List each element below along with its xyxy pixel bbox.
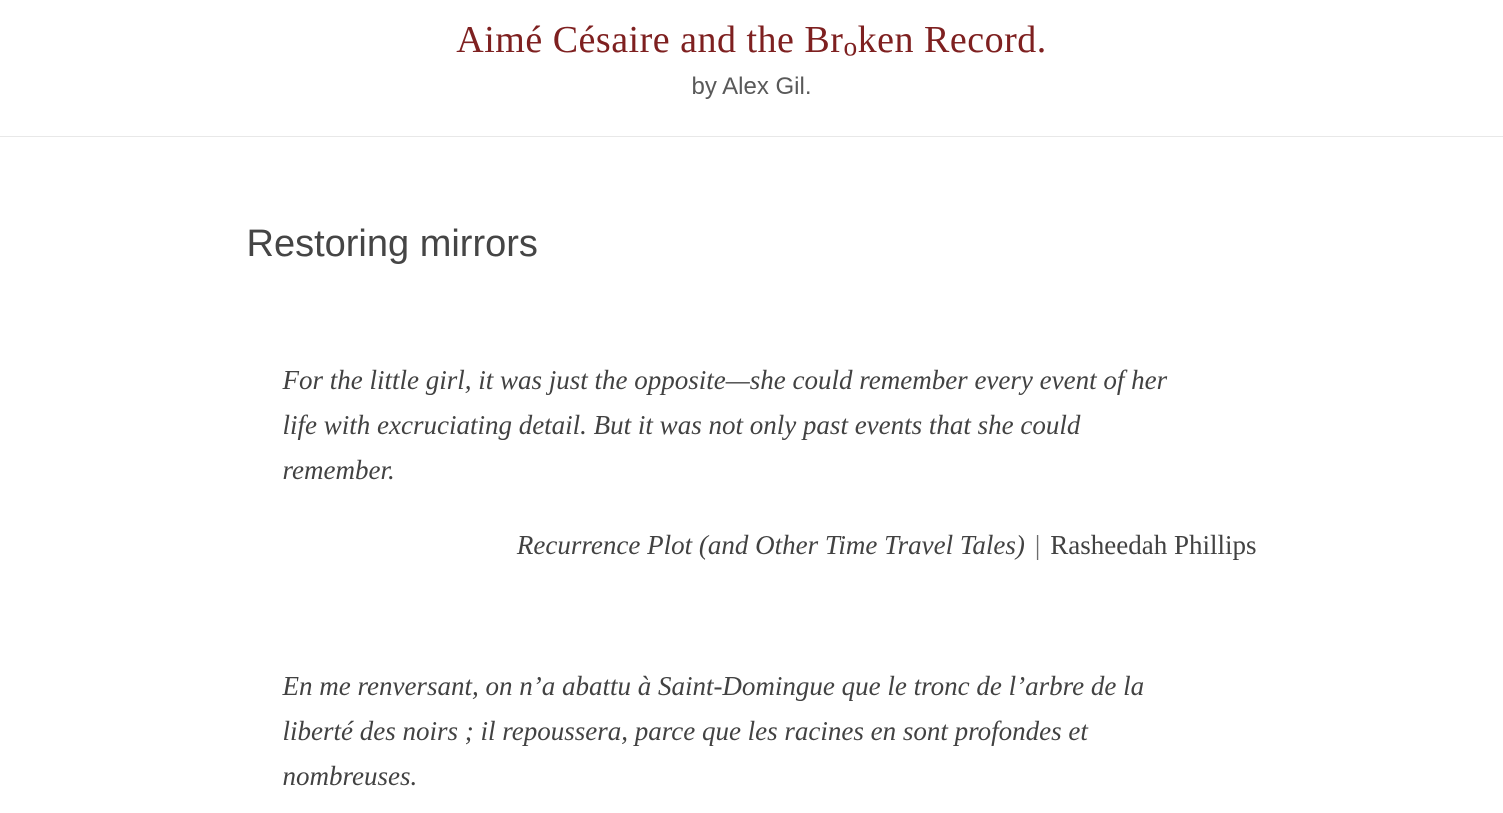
blockquote-english bbox=[247, 358, 1257, 568]
page-title-dropped-letter: o bbox=[843, 31, 858, 62]
page-title[interactable] bbox=[0, 18, 1503, 64]
byline: by Alex Gil. bbox=[691, 72, 812, 100]
citation-source-title: Recurrence Plot (and Other Time Travel Tales) bbox=[516, 529, 1025, 560]
citation-separator: | bbox=[1034, 529, 1041, 560]
quote-citation bbox=[283, 523, 1257, 568]
page-title-text-post: ken Record. bbox=[857, 19, 1047, 61]
blockquote-french bbox=[247, 664, 1257, 799]
section-heading: Restoring mirrors bbox=[246, 222, 538, 265]
article-content bbox=[246, 222, 1257, 799]
page-header bbox=[0, 0, 1503, 137]
quote-text-french: En me renversant, on n’a abattu à Saint-Domingue que le tronc de l’arbre de la liberté des noirs ; il repoussera, parce que les racines en sont profondes et nombreuses. bbox=[282, 670, 1145, 791]
citation-author: Rasheedah Phillips bbox=[1050, 529, 1257, 560]
quote-text-english: For the little girl, it was just the opposite—she could remember every event of her life with excruciating detail. But it was not only past events that she could remember. bbox=[282, 364, 1168, 485]
page-title-text-pre: Aimé Césaire and the Br bbox=[456, 19, 844, 61]
